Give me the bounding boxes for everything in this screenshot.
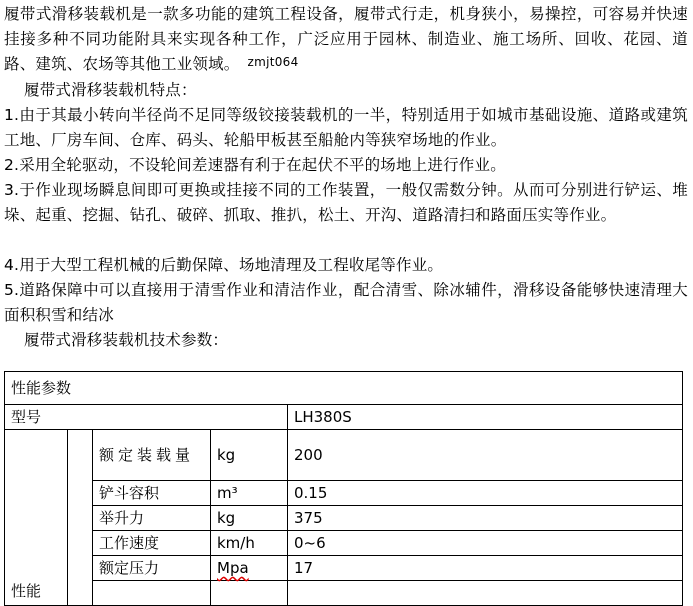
spec-row-unit: km/h <box>211 531 288 556</box>
spec-row-value: 0~6 <box>288 531 683 556</box>
spec-row-name <box>93 581 211 606</box>
spec-row-value: 0.15 <box>288 481 683 506</box>
spec-row-value: 17 <box>288 556 683 581</box>
feature-item-3: 3.于作业现场瞬息间即可更换或挂接不同的工作装置，一般仅需数分钟。从而可分别进行铲运、堆垛、起重、挖掘、钻孔、破碎、抓取、推扒，松土、开沟、道路清扫和路面压实等作业。 <box>4 181 688 224</box>
spec-row-unit: m³ <box>211 481 288 506</box>
intro-text: 履带式滑移装载机是一款多功能的建筑工程设备，履带式行走，机身狭小，易操控，可容易并快速挂接多种不同功能附具来实现各种工作，广泛应用于园林、制造业、施工场所、回收、花园、道路、建筑、农场等其他工业领域。 <box>4 5 688 73</box>
feature-item-5: 5.道路保障中可以直接用于清雪作业和清洁作业，配合清雪、除冰辅件，滑移设备能够快速清理大面积积雪和结冰 <box>4 281 688 324</box>
feature-item-4: 4.用于大型工程机械的后勤保障、场地清理及工程收尾等作业。 <box>4 256 444 274</box>
spec-table-header: 性能参数 <box>5 372 683 405</box>
performance-group-label: 性能 <box>5 430 68 606</box>
spec-row-name: 额定压力 <box>93 556 211 581</box>
spec-row-name: 工作速度 <box>93 531 211 556</box>
spec-row-name: 举升力 <box>93 506 211 531</box>
spec-row-unit: kg <box>211 430 288 481</box>
spec-row-unit <box>211 581 288 606</box>
model-label: 型号 <box>5 405 288 430</box>
model-value: LH380S <box>288 405 683 430</box>
spec-row-unit <box>211 556 288 581</box>
spec-row-unit-text: Mpa <box>217 559 249 577</box>
feature-item-2: 2.采用全轮驱动，不设轮间差速器有利于在起伏不平的场地上进行作业。 <box>4 156 506 174</box>
spec-spacer-cell <box>68 430 93 606</box>
spec-row-name: 额定装载量 <box>93 430 211 481</box>
intro-paragraph <box>4 2 688 78</box>
intro-code: zmjt064 <box>247 55 299 69</box>
spec-row-unit: kg <box>211 506 288 531</box>
features-heading: 履带式滑移装载机特点： <box>24 81 197 99</box>
spec-row-value: 200 <box>288 430 683 481</box>
spec-row-value: 375 <box>288 506 683 531</box>
spec-row-name: 铲斗容积 <box>93 481 211 506</box>
spec-table <box>4 371 683 606</box>
specs-heading: 履带式滑移装载机技术参数： <box>24 331 229 349</box>
feature-item-1: 1.由于其最小转向半径尚不足同等级铰接装载机的一半，特别适用于如城市基础设施、道路或建筑工地、厂房车间、仓库、码头、轮船甲板甚至船舱内等狭窄场地的作业。 <box>4 106 688 149</box>
spec-row-value <box>288 581 683 606</box>
